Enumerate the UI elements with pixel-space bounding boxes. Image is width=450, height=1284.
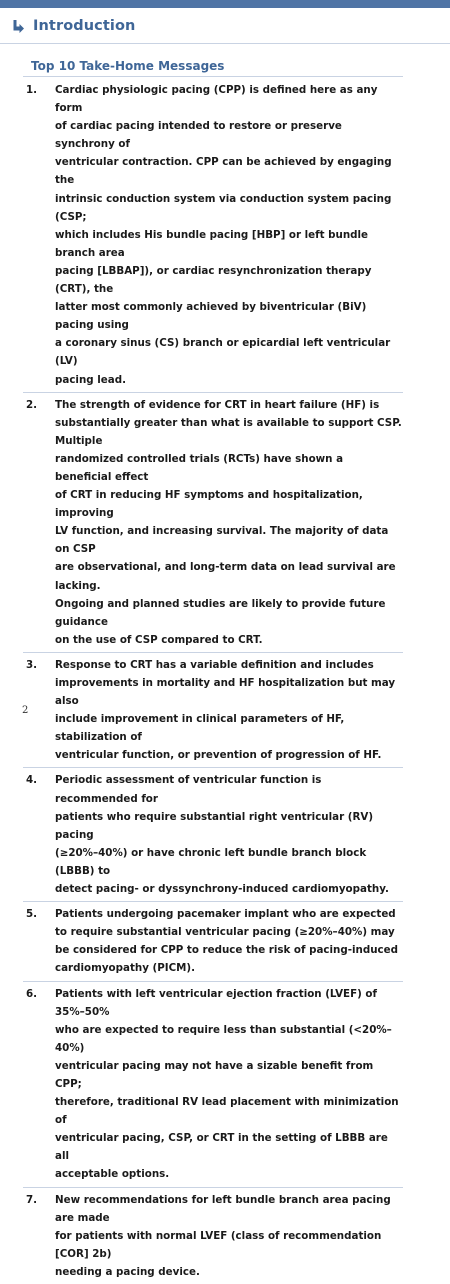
header-divider [0, 43, 450, 44]
section-title: Introduction [33, 18, 136, 34]
message-text: The strength of evidence for CRT in heart failure (HF) is substantially greater than what is available to support CSP. Multiple randomized controlled trials (RCTs) have shown a beneficial effect of CRT in reducing HF symptoms and hospitalization, improving LV function, and increasing survival. The majority of data on CSP are observational, and long-term data on lead survival are lacking. Ongoing and planned studies are likely to provide future guidance on the use of CSP compared to CRT. [55, 398, 402, 646]
subheader-divider [23, 76, 403, 77]
message-item [23, 1188, 403, 1284]
message-text: Patients undergoing pacemaker implant who are expected to require substantial ventricular pacing (≥20%–40%) may be considered for CPP to reduce the risk of pacing-induced cardiomyopathy (PICM). [55, 908, 399, 975]
message-item [23, 78, 403, 393]
top-color-bar [0, 0, 450, 8]
subheader: Top 10 Take-Home Messages [31, 59, 225, 73]
message-item [23, 768, 403, 902]
message-text: New recommendations for left bundle branch area pacing are made for patients with normal LVEF (class of recommendation [COR] 2b) needing a pacing device. [55, 1193, 391, 1278]
message-text: Periodic assessment of ventricular function is recommended for patients who require substantial right ventricular (RV) pacing (≥20%–40%) or have chronic left bundle branch block (LBBB) to detect pacing- or dyssynchrony-induced cardiomyopathy. [55, 774, 389, 896]
message-item [23, 653, 403, 769]
arrow-icon [10, 18, 26, 34]
message-number: 6. [26, 987, 38, 1000]
message-number: 1. [26, 84, 38, 96]
message-number: 2. [26, 398, 38, 411]
message-item [23, 393, 403, 653]
message-text: Cardiac physiologic pacing (CPP) is defined here as any form of cardiac pacing intended to restore or preserve synchrony of ventricular contraction. CPP can be achieved by engaging the intrinsic conduction system via conduction system pacing (CSP; which includes His bundle pacing [HBP] or left bundle branch area pacing [LBBAP]), or cardiac resynchronization therapy (CRT), the latter most commonly achieved by biventricular (BiV) pacing using a coronary sinus (CS) branch or epicardial left ventricular (LV) pacing lead. [55, 84, 392, 386]
page-number: 2 [22, 705, 29, 716]
message-text: Response to CRT has a variable definition and includes improvements in mortality and HF hospitalization but may also include improvement in clinical parameters of HF, stabilization of ventricular function, or prevention of progression of HF. [55, 658, 396, 762]
message-item [23, 902, 403, 981]
message-text: Patients with left ventricular ejection fraction (LVEF) of 35%–50% who are expected to require less than substantial (<20%–40%) ventricular pacing may not have a sizable benefit from CPP; therefore, traditional RV lead placement with minimization of ventricular pacing, CSP, or CRT in the setting of LBBB are all acceptable options. [55, 987, 399, 1181]
message-number: 3. [26, 658, 38, 671]
message-list [23, 78, 403, 1284]
message-item [23, 982, 403, 1188]
section-header [10, 15, 135, 37]
message-number: 5. [26, 908, 38, 921]
message-number: 4. [26, 774, 38, 787]
message-number: 7. [26, 1193, 38, 1206]
